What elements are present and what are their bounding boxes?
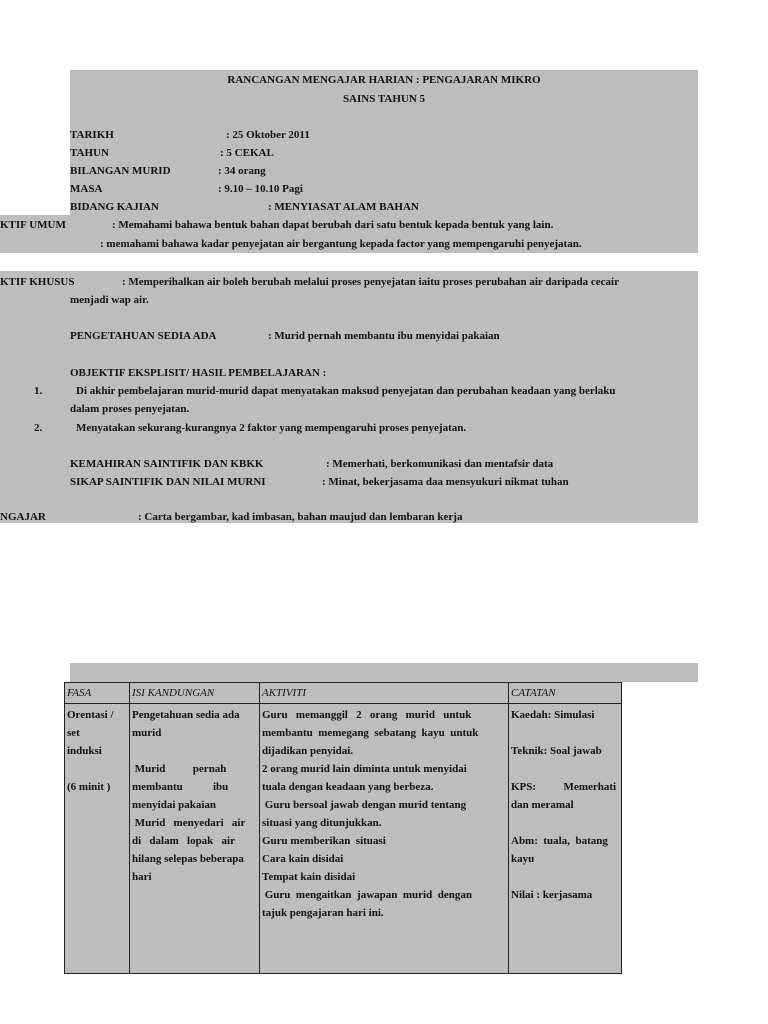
table-top-bar	[70, 663, 698, 682]
isi-line: Murid pernah	[132, 763, 227, 775]
objektif-umum-line1: : Memahami bahawa bentuk bahan dapat berubah dari satu bentuk kepada bentuk yang lain.	[112, 219, 554, 231]
eksplisit-item2-line1: Menyatakan sekurang-kurangnya 2 faktor yang mempengaruhi proses penyejatan.	[76, 422, 467, 434]
pengetahuan-value: : Murid pernah membantu ibu menyidai pakaian	[268, 330, 500, 342]
catatan-line: Nilai : kerjasama	[511, 889, 593, 901]
bahan-value: : Carta bergambar, kad imbasan, bahan maujud dan lembaran kerja	[138, 511, 463, 523]
catatan-line	[511, 724, 619, 742]
aktiviti-line: Tempat kain disidai	[262, 871, 356, 883]
isi-line: hari	[132, 871, 152, 883]
catatan-line: KPS: Memerhati	[511, 781, 617, 793]
aktiviti-line: dijadikan penyidai.	[262, 745, 354, 757]
isi-line: di dalam lopak air	[132, 835, 235, 847]
lesson-table	[64, 682, 622, 974]
objektif-khusus-line1: : Memperihalkan air boleh berubah melalui proses penyejatan iaitu proses perubahan air daripada cecair	[122, 276, 619, 288]
eksplisit-item2-number: 2.	[34, 422, 43, 434]
isi-line: Pengetahuan sedia ada	[132, 709, 240, 721]
aktiviti-line: Cara kain disidai	[262, 853, 344, 865]
fasa-line: (6 minit )	[67, 781, 111, 793]
isi-line: menyidai pakaian	[132, 799, 217, 811]
page-subtitle: SAINS TAHUN 5	[342, 93, 426, 105]
fasa-line	[67, 760, 127, 778]
catatan-line	[511, 760, 619, 778]
eksplisit-item1-line1: Di akhir pembelajaran murid-murid dapat menyatakan maksud penyejatan dan perubahan keadaan yang berlaku	[76, 385, 616, 397]
aktiviti-line: 2 orang murid lain diminta untuk menyidai	[262, 763, 467, 775]
header-aktiviti: AKTIVITI	[260, 683, 509, 704]
masa-value: : 9.10 – 10.10 Pagi	[218, 183, 303, 195]
catatan-cell	[509, 704, 622, 974]
fasa-line: set	[67, 727, 80, 739]
fasa-cell	[65, 704, 130, 974]
bidang-value: : MENYIASAT ALAM BAHAN	[268, 201, 419, 213]
masa-label: MASA	[70, 183, 103, 195]
objektif-umum-line2: : memahami bahawa kadar penyejatan air bergantung kepada factor yang mempengaruhi penyejatan.	[100, 238, 582, 250]
catatan-line: Abm: tuala, batang	[511, 835, 608, 847]
aktiviti-line: Guru memberikan situasi	[262, 835, 386, 847]
isi-line: hilang selepas beberapa	[132, 853, 244, 865]
fasa-line: Orentasi /	[67, 709, 114, 721]
kemahiran-label: KEMAHIRAN SAINTIFIK DAN KBKK	[70, 458, 264, 470]
table-row	[65, 704, 622, 974]
aktiviti-cell	[260, 704, 509, 974]
header-catatan: CATATAN	[509, 683, 622, 704]
isi-line: Murid menyedari air	[132, 817, 246, 829]
table-header-row	[65, 683, 622, 704]
aktiviti-line: Guru mengaitkan jawapan murid dengan	[262, 889, 472, 901]
isi-line	[132, 742, 257, 760]
pengetahuan-label: PENGETAHUAN SEDIA ADA	[70, 330, 217, 342]
catatan-line: Teknik: Soal jawab	[511, 745, 602, 757]
bidang-label: BIDANG KAJIAN	[70, 201, 159, 213]
header-fasa: FASA	[65, 683, 130, 704]
aktiviti-line: tuala dengan keadaan yang berbeza.	[262, 781, 434, 793]
objektif-khusus-label: KTIF KHUSUS	[0, 276, 75, 288]
isi-line: membantu ibu	[132, 781, 229, 793]
eksplisit-item1-number: 1.	[34, 385, 43, 397]
bahan-label: NGAJAR	[0, 511, 46, 523]
sikap-value: : Minat, bekerjasama daa mensyukuri nikmat tuhan	[322, 476, 569, 488]
tarikh-value: : 25 Oktober 2011	[226, 129, 310, 141]
catatan-line: kayu	[511, 853, 535, 865]
isi-kandungan-cell	[130, 704, 260, 974]
aktiviti-line: membantu memegang sebatang kayu untuk	[262, 727, 479, 739]
tahun-value: : 5 CEKAL	[220, 147, 274, 159]
header-isi-kandungan: ISI KANDUNGAN	[130, 683, 260, 704]
tarikh-label: TARIKH	[70, 129, 114, 141]
objektif-umum-label: KTIF UMUM	[0, 219, 66, 231]
sikap-label: SIKAP SAINTIFIK DAN NILAI MURNI	[70, 476, 266, 488]
catatan-line	[511, 868, 619, 886]
eksplisit-heading: OBJEKTIF EKSPLISIT/ HASIL PEMBELAJARAN :	[70, 367, 327, 379]
bilangan-value: : 34 orang	[218, 165, 266, 177]
page-title: RANCANGAN MENGAJAR HARIAN : PENGAJARAN MIKRO	[227, 74, 541, 86]
aktiviti-line: situasi yang ditunjukkan.	[262, 817, 382, 829]
fasa-line: induksi	[67, 745, 102, 757]
catatan-line: dan meramal	[511, 799, 574, 811]
isi-line: murid	[132, 727, 162, 739]
objektif-khusus-line2: menjadi wap air.	[70, 294, 149, 306]
aktiviti-line: Guru memanggil 2 orang murid untuk	[262, 709, 472, 721]
tahun-label: TAHUN	[70, 147, 109, 159]
aktiviti-line: tajuk pengajaran hari ini.	[262, 907, 384, 919]
catatan-line: Kaedah: Simulasi	[511, 709, 595, 721]
catatan-line	[511, 814, 619, 832]
bilangan-label: BILANGAN MURID	[70, 165, 171, 177]
eksplisit-item1-line2: dalam proses penyejatan.	[70, 403, 190, 415]
kemahiran-value: : Memerhati, berkomunikasi dan mentafsir data	[326, 458, 554, 470]
aktiviti-line: Guru bersoal jawab dengan murid tentang	[262, 799, 467, 811]
